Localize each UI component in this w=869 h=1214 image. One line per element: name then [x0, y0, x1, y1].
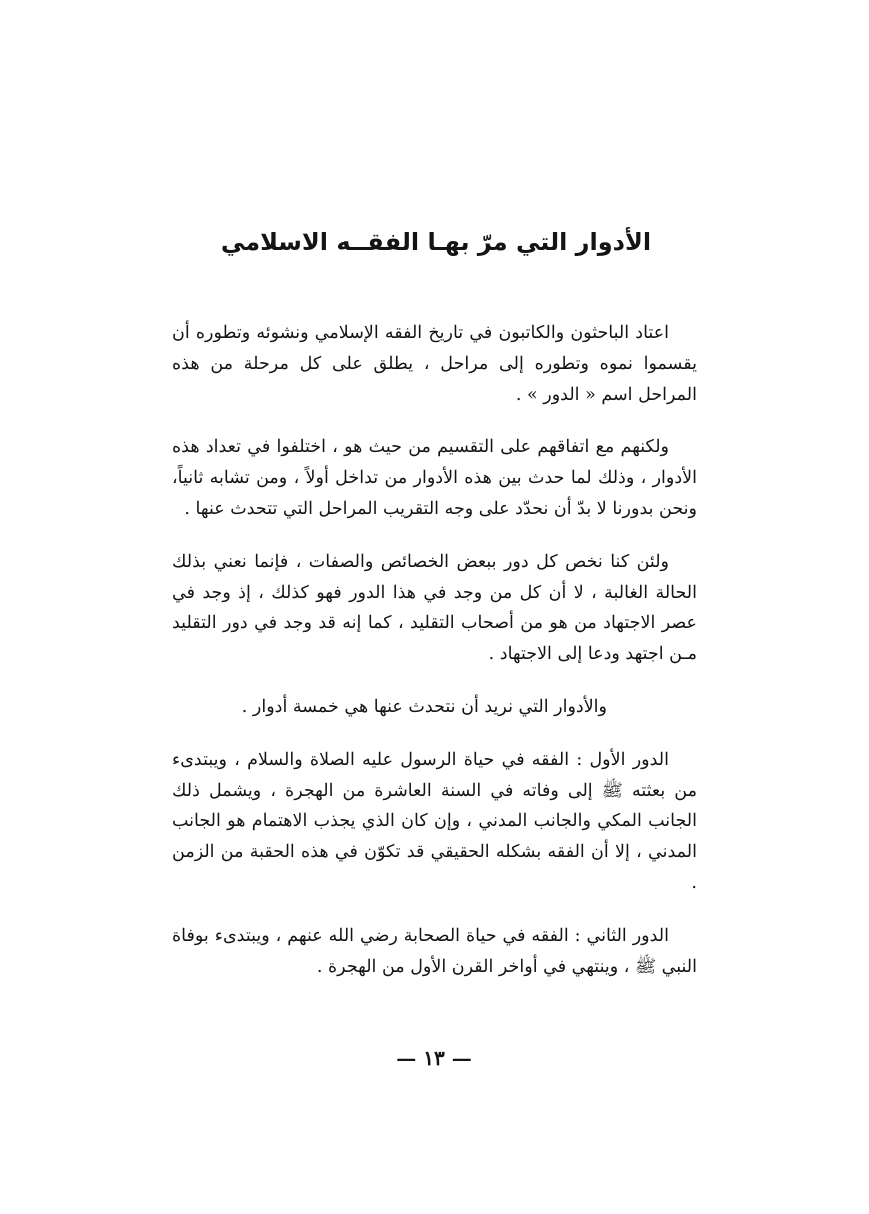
paragraph-first-era: الدور الأول : الفقه في حياة الرسول عليه الصلاة والسلام ، ويبتدىء من بعثته ﷺ إلى وفاته في السنة العاشرة من الهجرة ، ويشمل ذلك الجانب المكي والجانب المدني ، وإن كان الذي يجذب الاهتمام هو الجانب المدني ، إلا أن الفقه بشكله الحقيقي قد تكوّن في هذه الحقبة من الزمن . [172, 749, 697, 893]
paragraph-five-eras: والأدوار التي نريد أن نتحدث عنها هي خمسة أدوار . [241, 696, 607, 717]
paragraph-characteristics: ولئن كنا نخص كل دور ببعض الخصائص والصفات ، فإنما نعني بذلك الحالة الغالبة ، لا أن كل من وجد في هذا الدور فهو كذلك ، إذ وجد في عصر الاجتهاد من هو من أصحاب التقليد ، كما إنه قد وجد في دور التقليد مـن اجتهد ودعا إلى الاجتهاد . [172, 551, 697, 665]
chapter-title: الأدوار التي مرّ بهـا الفقــه الاسلامي [220, 228, 652, 256]
body-text [172, 318, 697, 1004]
paragraph-second-era: الدور الثاني : الفقه في حياة الصحابة رضي الله عنهم ، ويبتدىء بوفاة النبي ﷺ ، وينتهي في أواخر القرن الأول من الهجرة . [172, 925, 697, 977]
paragraph-intro: اعتاد الباحثون والكاتبون في تاريخ الفقه الإسلامي ونشوئه وتطوره أن يقسموا نموه وتطوره إلى مراحل ، يطلق على كل مرحلة من هذه المراحل اسم « الدور » . [172, 323, 697, 405]
paragraph-division: ولكنهم مع اتفاقهم على التقسيم من حيث هو ، اختلفوا في تعداد هذه الأدوار ، وذلك لما حدث بين هذه الأدوار من تداخل أولاً ، ومن تشابه ثانياً، ونحن بدورنا لا بدّ أن نحدّد على وجه التقريب المراحل التي تتحدث عنها . [172, 437, 697, 519]
page-number: — ١٣ — [396, 1046, 472, 1070]
